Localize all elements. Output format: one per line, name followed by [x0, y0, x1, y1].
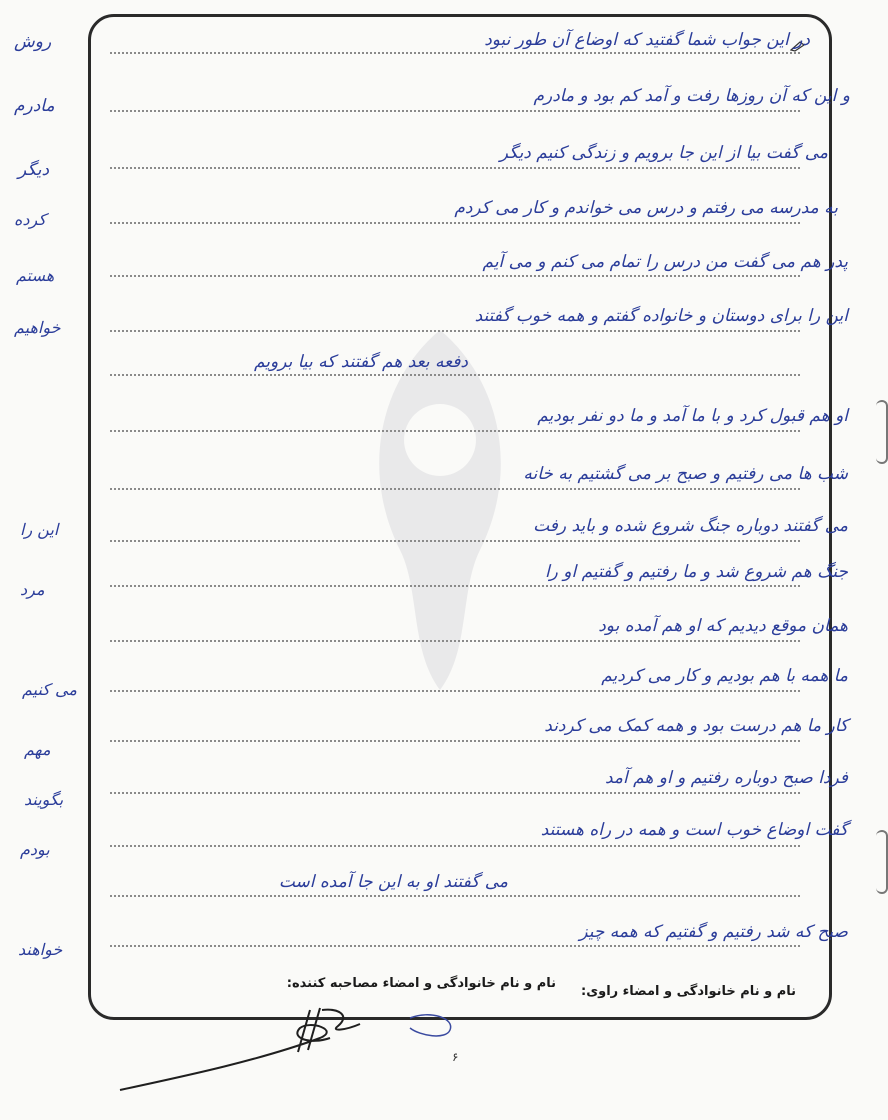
margin-word: دیگر	[18, 160, 50, 180]
signature-scribble	[110, 990, 490, 1100]
handwritten-line: صبح که شد رفتیم و گفتیم که همه چیز	[579, 922, 848, 942]
handwritten-line: پدر هم می گفت من درس را تمام می کنم و می آیم	[482, 252, 848, 272]
margin-word: کرده	[14, 210, 46, 229]
handwritten-line: کار ما هم درست بود و همه کمک می کردند	[544, 716, 848, 736]
page-number: ۶	[452, 1050, 459, 1064]
narrator-signature-label: نام و نام خانوادگی و امضاء راوی:	[581, 984, 796, 999]
handwritten-line: می گفتند دوباره جنگ شروع شده و باید رفت	[533, 516, 848, 536]
handwritten-line: گفت اوضاع خوب است و همه در راه هستند	[540, 820, 848, 840]
rule-line	[110, 167, 800, 169]
binder-ring	[876, 400, 888, 464]
handwritten-line: می گفت بیا از این جا برویم و زندگی کنیم دیگر	[499, 143, 828, 163]
margin-word: بودم	[20, 840, 50, 859]
margin-word: می کنیم	[22, 680, 77, 699]
margin-word: مادرم	[14, 96, 55, 116]
rule-line	[110, 792, 800, 794]
handwritten-line: می گفتند او به این جا آمده است	[278, 872, 508, 892]
margin-word: خواهیم	[14, 318, 61, 337]
rule-line	[110, 275, 800, 277]
rule-line	[110, 374, 800, 376]
margin-word: مرد	[20, 580, 45, 599]
handwritten-line: همان موقع دیدیم که او هم آمده بود	[598, 616, 848, 636]
rule-line	[110, 845, 800, 847]
rule-line	[110, 895, 800, 897]
rule-line	[110, 690, 800, 692]
handwritten-line: جنگ هم شروع شد و ما رفتیم و گفتیم او را	[544, 562, 848, 582]
rule-line	[110, 640, 800, 642]
handwritten-line: این را برای دوستان و خانواده گفتم و همه خوب گفتند	[474, 306, 848, 326]
handwritten-line: ما همه با هم بودیم و کار می کردیم	[601, 666, 848, 686]
rule-line	[110, 540, 800, 542]
rule-line	[110, 585, 800, 587]
rule-line	[110, 430, 800, 432]
rule-line	[110, 488, 800, 490]
margin-word: روش	[14, 32, 52, 52]
margin-word: خواهند	[18, 940, 63, 959]
margin-word: مهم	[24, 740, 51, 759]
margin-word: این را	[20, 520, 59, 539]
handwritten-line: و این که آن روزها رفت و آمد کم بود و مادرم	[533, 86, 850, 106]
binder-ring	[876, 830, 888, 894]
handwritten-line: شب ها می رفتیم و صبح بر می گشتیم به خانه	[523, 464, 848, 484]
handwritten-line: فردا صبح دوباره رفتیم و او هم آمد	[604, 768, 848, 788]
rule-line	[110, 330, 800, 332]
margin-word: بگویند	[24, 790, 64, 809]
rule-line	[110, 945, 800, 947]
rule-line	[110, 110, 800, 112]
handwritten-line: به مدرسه می رفتم و درس می خواندم و کار می کردم	[454, 198, 838, 218]
handwritten-line: در این جواب شما گفتید که اوضاع آن طور نبود	[484, 30, 810, 50]
rule-line	[110, 740, 800, 742]
handwritten-line: او هم قبول کرد و با ما آمد و ما دو نفر بودیم	[537, 406, 848, 426]
interviewer-signature-label: نام و نام خانوادگی و امضاء مصاحبه کننده:	[286, 976, 556, 991]
rule-line	[110, 222, 800, 224]
rule-line	[110, 52, 800, 54]
handwritten-line: دفعه بعد هم گفتند که بیا برویم	[253, 352, 468, 372]
margin-word: هستم	[16, 266, 55, 285]
